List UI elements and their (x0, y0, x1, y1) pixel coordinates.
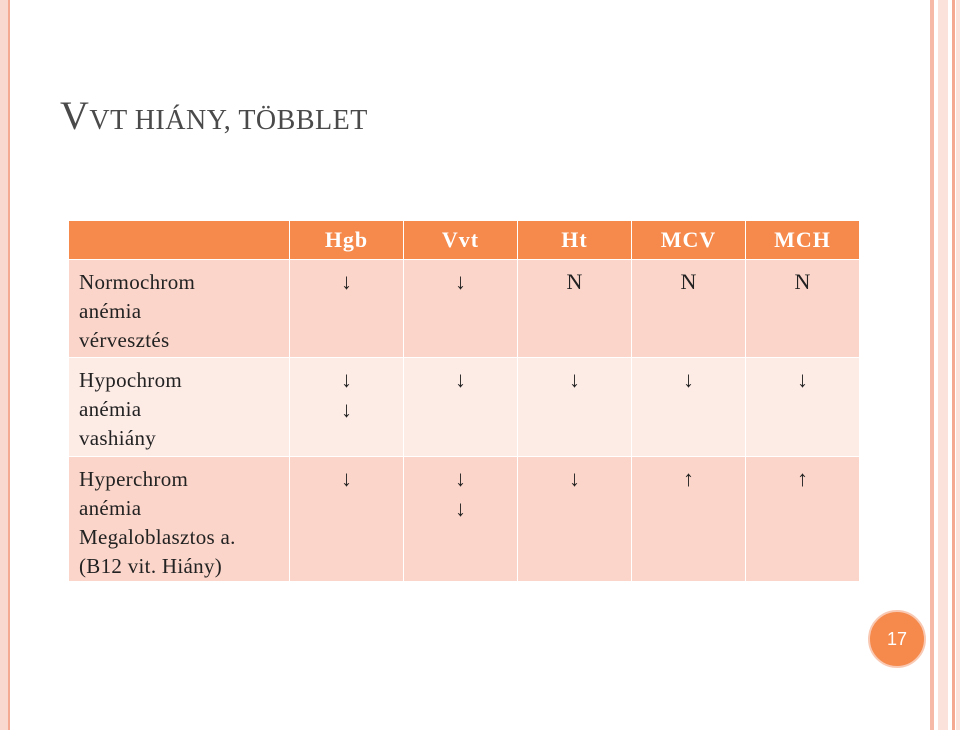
cell-hgb: ↓ (290, 260, 404, 358)
cell-vvt: ↓ (404, 260, 518, 358)
header-mcv: MCV (632, 221, 746, 260)
cell-mch: ↑ (746, 457, 860, 582)
cell-mch: ↓ (746, 358, 860, 457)
right-decorative-border (930, 0, 960, 730)
header-vvt: Vvt (404, 221, 518, 260)
cell-mcv: N (632, 260, 746, 358)
row-label: Normochrom anémia vérvesztés (69, 260, 290, 358)
table-row-normochrom (69, 260, 860, 358)
cell-hgb: ↓ (290, 457, 404, 582)
header-mch: MCH (746, 221, 860, 260)
cell-mcv: ↑ (632, 457, 746, 582)
row-label: Hyperchrom anémia Megaloblasztos a. (B12 vit. Hiány) (69, 457, 290, 582)
left-decorative-border (0, 0, 8, 730)
cell-mch: N (746, 260, 860, 358)
header-corner (69, 221, 290, 260)
cell-vvt: ↓ (404, 358, 518, 457)
cell-ht: ↓ (518, 457, 632, 582)
cell-ht: N (518, 260, 632, 358)
page-number-badge: 17 (868, 610, 926, 668)
table-row-hyperchrom (69, 457, 860, 582)
slide-title: VVT HIÁNY, TÖBBLET (60, 93, 368, 138)
header-ht: Ht (518, 221, 632, 260)
cell-hgb: ↓ ↓ (290, 358, 404, 457)
table-header-row (69, 221, 860, 260)
cell-mcv: ↓ (632, 358, 746, 457)
cell-vvt: ↓ ↓ (404, 457, 518, 582)
anemia-table (68, 220, 860, 582)
header-hgb: Hgb (290, 221, 404, 260)
table-row-hypochrom (69, 358, 860, 457)
cell-ht: ↓ (518, 358, 632, 457)
row-label: Hypochrom anémia vashiány (69, 358, 290, 457)
